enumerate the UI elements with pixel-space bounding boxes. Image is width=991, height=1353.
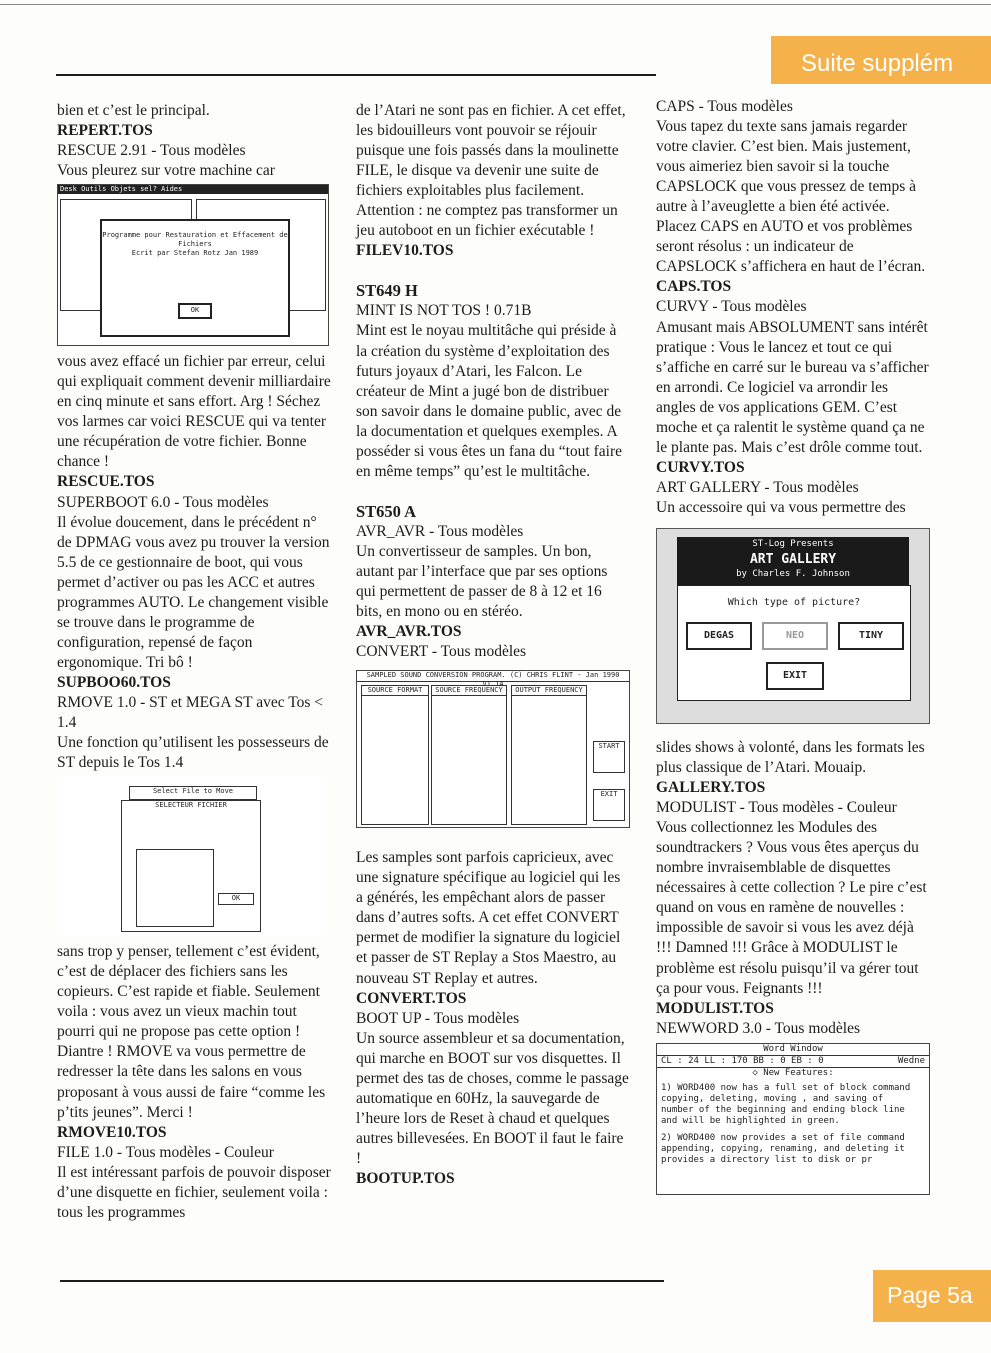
tiny-button[interactable]: TINY (838, 622, 904, 650)
file-name-heading: CONVERT.TOS (356, 989, 467, 1007)
program-title: CAPS - Tous modèles (656, 98, 793, 115)
paragraph: Amusant mais ABSOLUMENT sans intérêt pratique : Vous le lancez et tout ce qui s’affiche en carré sur le bureau va s’afficher en arrondi. Ce logiciel va arrondir les angles de vos applications GEM. C’est moche et ça ralentit le système quand ça ne le plante pas. Mais c’est drôle comme tout. (656, 318, 929, 456)
dialog-title: Programme pour Restauration et Effacement de Fichiers (102, 231, 288, 249)
source-frequency-panel (431, 685, 507, 825)
footer-rule (60, 1280, 664, 1282)
file-name-heading: MODULIST.TOS (656, 999, 774, 1017)
status-line (657, 1056, 929, 1068)
file-name-heading: RESCUE.TOS (57, 473, 155, 491)
top-border (0, 4, 991, 5)
program-title: MINT IS NOT TOS ! 0.71B (356, 302, 532, 320)
art-gallery-title: ART GALLERY (749, 551, 837, 567)
convert-title: SAMPLED SOUND CONVERSION PROGRAM. (C) CHRIS FLINT - Jan 1990 V1.14 (357, 671, 629, 682)
paragraph: Vous pleurez sur votre machine car (57, 162, 275, 180)
feature-item: 1) WORD400 now has a full set of block command copying, deleting, moving , and saving of number of the beginning and ending block line and will be highlighted in green. (661, 1082, 911, 1126)
program-title: CONVERT - Tous modèles (356, 643, 527, 661)
section-tab-label: Suite supplém (801, 50, 954, 77)
paragraph: Un source assembleur et sa documentation, qui marche en BOOT sur vos disquettes. Il permet des tas de choses, comme le passage automatique en 60Hz, la sauvegarde de l’heure lors de Reset à chaud et quelques autres billevesées. En BOOT il faut le faire ! (356, 1029, 629, 1167)
convert-screenshot (356, 670, 630, 828)
presents-text: ST-Log Presents (752, 538, 834, 549)
header-rule (56, 74, 656, 76)
author-text: by Charles F. Johnson (736, 568, 850, 579)
section-tab (771, 36, 991, 84)
program-title: BOOT UP - Tous modèles (356, 1009, 520, 1027)
exit-button[interactable]: EXIT (593, 789, 625, 821)
file-name-heading: FILEV10.TOS (356, 242, 454, 260)
program-title: CURVY - Tous modèles (656, 298, 807, 316)
rescue-screenshot (57, 184, 329, 346)
ok-button[interactable]: OK (218, 893, 254, 905)
exit-button[interactable]: EXIT (766, 662, 824, 690)
window-title-bar[interactable]: Word Window (657, 1044, 929, 1056)
paragraph: Une fonction qu’utilisent les possesseurs de ST depuis le Tos 1.4 (57, 734, 329, 772)
paragraph: de l’Atari ne sont pas en fichier. A cet effet, les bidouilleurs vont pouvoir se réjouir puisque une fois passés dans la moulinette FILE, le disque va devenir une suite de fichiers exploitables plus facilement. Attention : ne comptez pas transformer un jeu autoboot en un fichier exécutable ! (356, 102, 626, 240)
paragraph: Il est intéressant parfois de pouvoir disposer d’une disquette en fichier, seulement voila : tous les programmes (57, 1163, 331, 1221)
paragraph: slides shows à volonté, dans les formats les plus classique de l’Atari. Mouaip. (656, 738, 925, 777)
file-name-heading: REPERT.TOS (57, 122, 153, 140)
paragraph: Il évolue doucement, dans le précédent n° de DPMAG vous avez pu trouver la version 5.5 de ce gestionnaire de boot, qui vous permet d’activer ou pas les ACC et autres programmes AUTO. Le changement visible se trouve dans le programme de configuration, repensé de façon ergonomique. Tri bô ! (57, 513, 330, 671)
art-gallery-screenshot (656, 528, 930, 724)
features-heading: ◇ New Features: (752, 1067, 834, 1078)
panel-label: SOURCE FORMAT (362, 686, 428, 696)
about-dialog (100, 219, 290, 337)
feature-item: 2) WORD400 now provides a set of file command appending, copying, renaming, and deleting it provides a directory list to disk or pr (661, 1132, 905, 1165)
question-text: Which type of picture? (727, 596, 861, 608)
output-frequency-panel (511, 685, 587, 825)
program-title: SUPERBOOT 6.0 - Tous modèles (57, 493, 269, 511)
desktop-menu-bar: Desk Outils Objets sel? Aides (58, 185, 328, 194)
column-1 (57, 101, 332, 1223)
paragraph: Les samples sont parfois capricieux, avec une signature spécifique au logiciel qui les a générés, les empêchant alors de passer dans d’autres softs. A cet effet CONVERT permet de modifier la signature du logiciel et passer de ST Replay a Stos Maestro, au nouveau ST Replay et autres. (356, 849, 621, 987)
paragraph: bien et c’est le principal. (57, 102, 210, 119)
paragraph: vous avez effacé un fichier par erreur, celui qui expliquait comment devenir milliardaire en cinq minute et sans effort. Arg ! Séchez vos larmes car voici RESCUE qui va tenter une récupération de votre fichier. Bonne chance ! (57, 353, 331, 471)
file-name-heading: BOOTUP.TOS (356, 1169, 455, 1187)
page-number: Page 5a (887, 1282, 973, 1308)
newword-screenshot (656, 1043, 930, 1195)
mode-text: Wedne (897, 1055, 925, 1066)
paragraph: Mint est le noyau multitâche qui préside à la création du système d’exploitation des futurs joyaux d’Atari, les Falcon. Le créateur de Mint a jugé bon de distribuer son savoir dans le domaine public, avec de la documentation et quelques exemples. A posséder si vous êtes un fana du “tout faire en même temps” qu’est le multitâche. (356, 322, 623, 480)
paragraph: sans trop y penser, tellement c’est évident, c’est de déplacer des fichiers sans les copieurs. C’est rapide et fiable. Seulement voila : vous avez un vieux machin tout pourri qui ne propose pas cette option ! Diantre ! RMOVE va vous permettre de redresser la tête dans les salons en vous proposant à vous aussi de faire “comme les p’tits jeunes”. Merci ! (57, 943, 326, 1121)
start-button[interactable]: START (593, 741, 625, 773)
select-file-title: Select File to Move (129, 786, 257, 800)
column-3 (656, 97, 931, 1201)
degas-button[interactable]: DEGAS (686, 622, 752, 650)
file-name-heading: CAPS.TOS (656, 278, 732, 296)
file-name-heading: SUPBOO60.TOS (57, 673, 171, 691)
file-list-left (61, 794, 116, 914)
selector-dialog (121, 800, 261, 932)
status-text: CL : 24 LL : 170 BB : 0 EB : 0 (661, 1055, 824, 1066)
program-title: FILE 1.0 - Tous modèles - Couleur (57, 1143, 274, 1161)
file-name-heading: RMOVE10.TOS (57, 1123, 167, 1141)
art-gallery-header (677, 537, 909, 585)
program-title: RESCUE 2.91 - Tous modèles (57, 142, 246, 160)
ok-button[interactable]: OK (178, 303, 212, 319)
disk-number-heading: ST649 H (356, 281, 418, 301)
panel-label: SOURCE FREQUENCY (432, 686, 506, 696)
program-title: NEWWORD 3.0 - Tous modèles (656, 1019, 860, 1037)
page-number-tab (873, 1270, 991, 1322)
panel-label: OUTPUT FREQUENCY (512, 686, 586, 696)
file-name-heading: AVR_AVR.TOS (356, 623, 462, 641)
rmove-screenshot (57, 776, 327, 936)
paragraph: Un convertisseur de samples. Un bon, autant par l’interface que par ses options qui permettent de passer de 8 à 12 et 16 bits, en mono ou en stéréo. (356, 542, 608, 621)
file-listbox[interactable] (136, 849, 214, 927)
neo-button[interactable]: NEO (762, 622, 828, 650)
program-title: AVR_AVR - Tous modèles (356, 522, 524, 540)
paragraph: Vous tapez du texte sans jamais regarder votre clavier. C’est bien. Mais justement, vous aimeriez bien savoir si la touche CAPSLOCK que vous pressez de temps à autre à l’aveuglette a bien été activée. Placez CAPS en AUTO et vos problèmes seront résolus : un indicateur de CAPSLOCK s’affichera en haut de l’écran. (656, 118, 926, 276)
source-format-panel (361, 685, 429, 825)
disk-number-heading: ST650 A (356, 501, 417, 521)
program-title: ART GALLERY - Tous modèles (656, 478, 859, 496)
column-2 (356, 101, 631, 1189)
selector-label: SELECTEUR FICHIER (155, 801, 227, 810)
picture-type-dialog (677, 585, 911, 701)
dialog-credit: Ecrit par Stefan Rotz Jan 1989 (131, 249, 259, 258)
paragraph: Un accessoire qui va vous permettre des (656, 498, 906, 516)
program-title: RMOVE 1.0 - ST et MEGA ST avec Tos < 1.4 (57, 693, 323, 732)
program-title: MODULIST - Tous modèles - Couleur (656, 799, 897, 817)
paragraph: Vous collectionnez les Modules des soundtrackers ? Vous vous êtes aperçus du nombre invraisemblable de disquettes nécessaires à cette collection ? Le pire c’est quand on vous en ramène de nouvelles : impossible de savoir si vous les avez déjà !!! Damned !!! Grâce à MODULIST le problème est résolu puisqu’il va gérer tout ça pour vous. Feignants !!! (656, 819, 927, 997)
file-name-heading: GALLERY.TOS (656, 779, 766, 797)
file-name-heading: CURVY.TOS (656, 458, 745, 476)
